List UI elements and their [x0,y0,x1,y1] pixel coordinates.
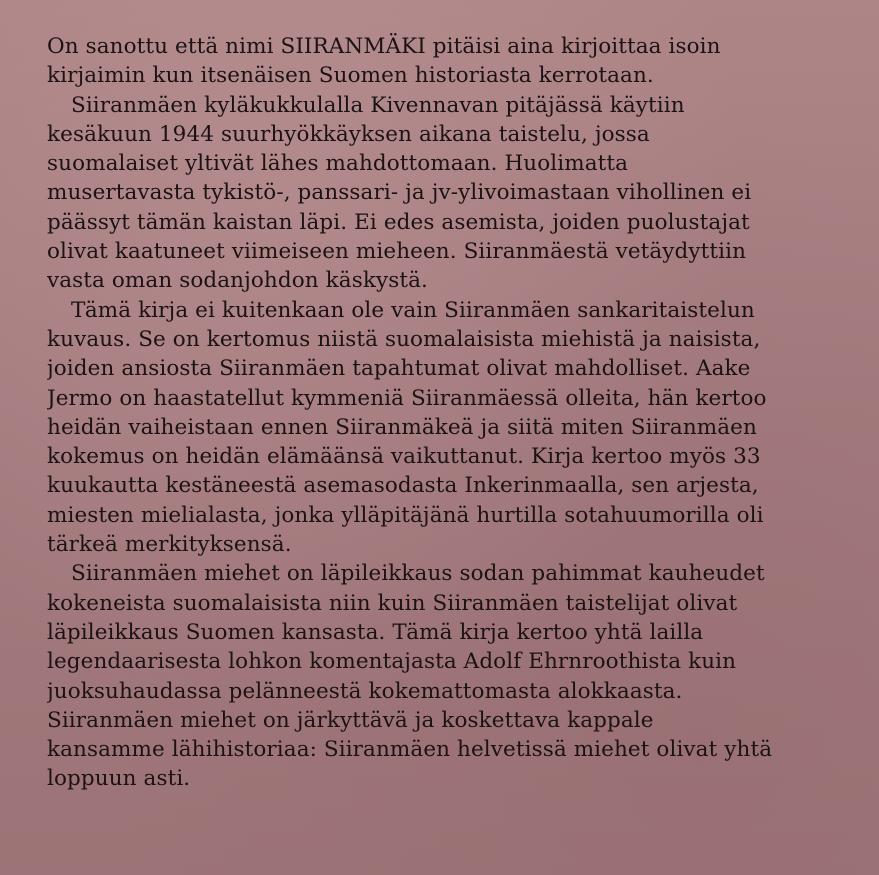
text-line: olivat kaatuneet viimeiseen mieheen. Siiranmäestä vetäydyttiin [47,239,747,265]
text-line: kuvaus. Se on kertomus niistä suomalaisista miehistä ja naisista, [47,326,761,352]
text-line: Tämä kirja ei kuitenkaan ole vain Siiranmäen sankaritaistelun [71,297,755,323]
text-line: Siiranmäen miehet on järkyttävä ja koskettava kappale [47,707,654,733]
text-line: vasta oman sodanjohdon käskystä. [47,268,428,294]
text-line: Siiranmäen kyläkukkulalla Kivennavan pitäjässä käytiin [71,92,685,118]
text-line: musertavasta tykistö-, panssari- ja jv-ylivoimastaan vihollinen ei [47,180,752,206]
text-line: päässyt tämän kaistan läpi. Ei edes asemista, joiden puolustajat [47,209,750,235]
text-line: kirjaimin kun itsenäisen Suomen historiasta kerrotaan. [47,63,654,89]
text-line: kesäkuun 1944 suurhyökkäyksen aikana taistelu, jossa [47,121,650,147]
text-line: läpileikkaus Suomen kansasta. Tämä kirja kertoo yhtä lailla [47,619,704,645]
text-line: juoksuhaudassa pelänneestä kokemattomasta alokkaasta. [47,678,683,704]
text-line: tärkeä merkityksensä. [47,532,292,558]
text-line: kokeneista suomalaisista niin kuin Siiranmäen taistelijat olivat [47,590,738,616]
paragraph-intro [47,32,827,91]
back-cover-text [47,32,827,852]
text-line: kuukautta kestäneestä asemasodasta Inkerinmaalla, sen arjesta, [47,473,759,499]
text-line: kansamme lähihistoriaa: Siiranmäen helvetissä miehet olivat yhtä [47,737,773,763]
text-line: On sanottu että nimi SIIRANMÄKI pitäisi aina kirjoittaa isoin [47,34,721,59]
text-line: heidän vaiheistaan ennen Siiranmäkeä ja siitä miten Siiranmäen [47,414,757,440]
text-line: miesten mielialasta, jonka ylläpitäjänä hurtilla sotahuumorilla oli [47,502,764,528]
text-line: kokemus on heidän elämäänsä vaikuttanut. Kirja kertoo myös 33 [47,444,761,470]
text-line: Jermo on haastatellut kymmeniä Siiranmäessä olleita, hän kertoo [47,385,767,411]
paragraph-conclusion [47,559,827,793]
text-line: legendaarisesta lohkon komentajasta Adolf Ehrnroothista kuin [47,649,737,675]
text-line: loppuun asti. [47,766,191,792]
paragraph-battle [47,91,827,296]
paragraph-book-description [47,296,827,560]
text-line: Siiranmäen miehet on läpileikkaus sodan pahimmat kauheudet [71,561,765,587]
text-line: suomalaiset yltivät lähes mahdottomaan. Huolimatta [47,151,629,177]
text-line: joiden ansiosta Siiranmäen tapahtumat olivat mahdolliset. Aake [47,356,751,382]
